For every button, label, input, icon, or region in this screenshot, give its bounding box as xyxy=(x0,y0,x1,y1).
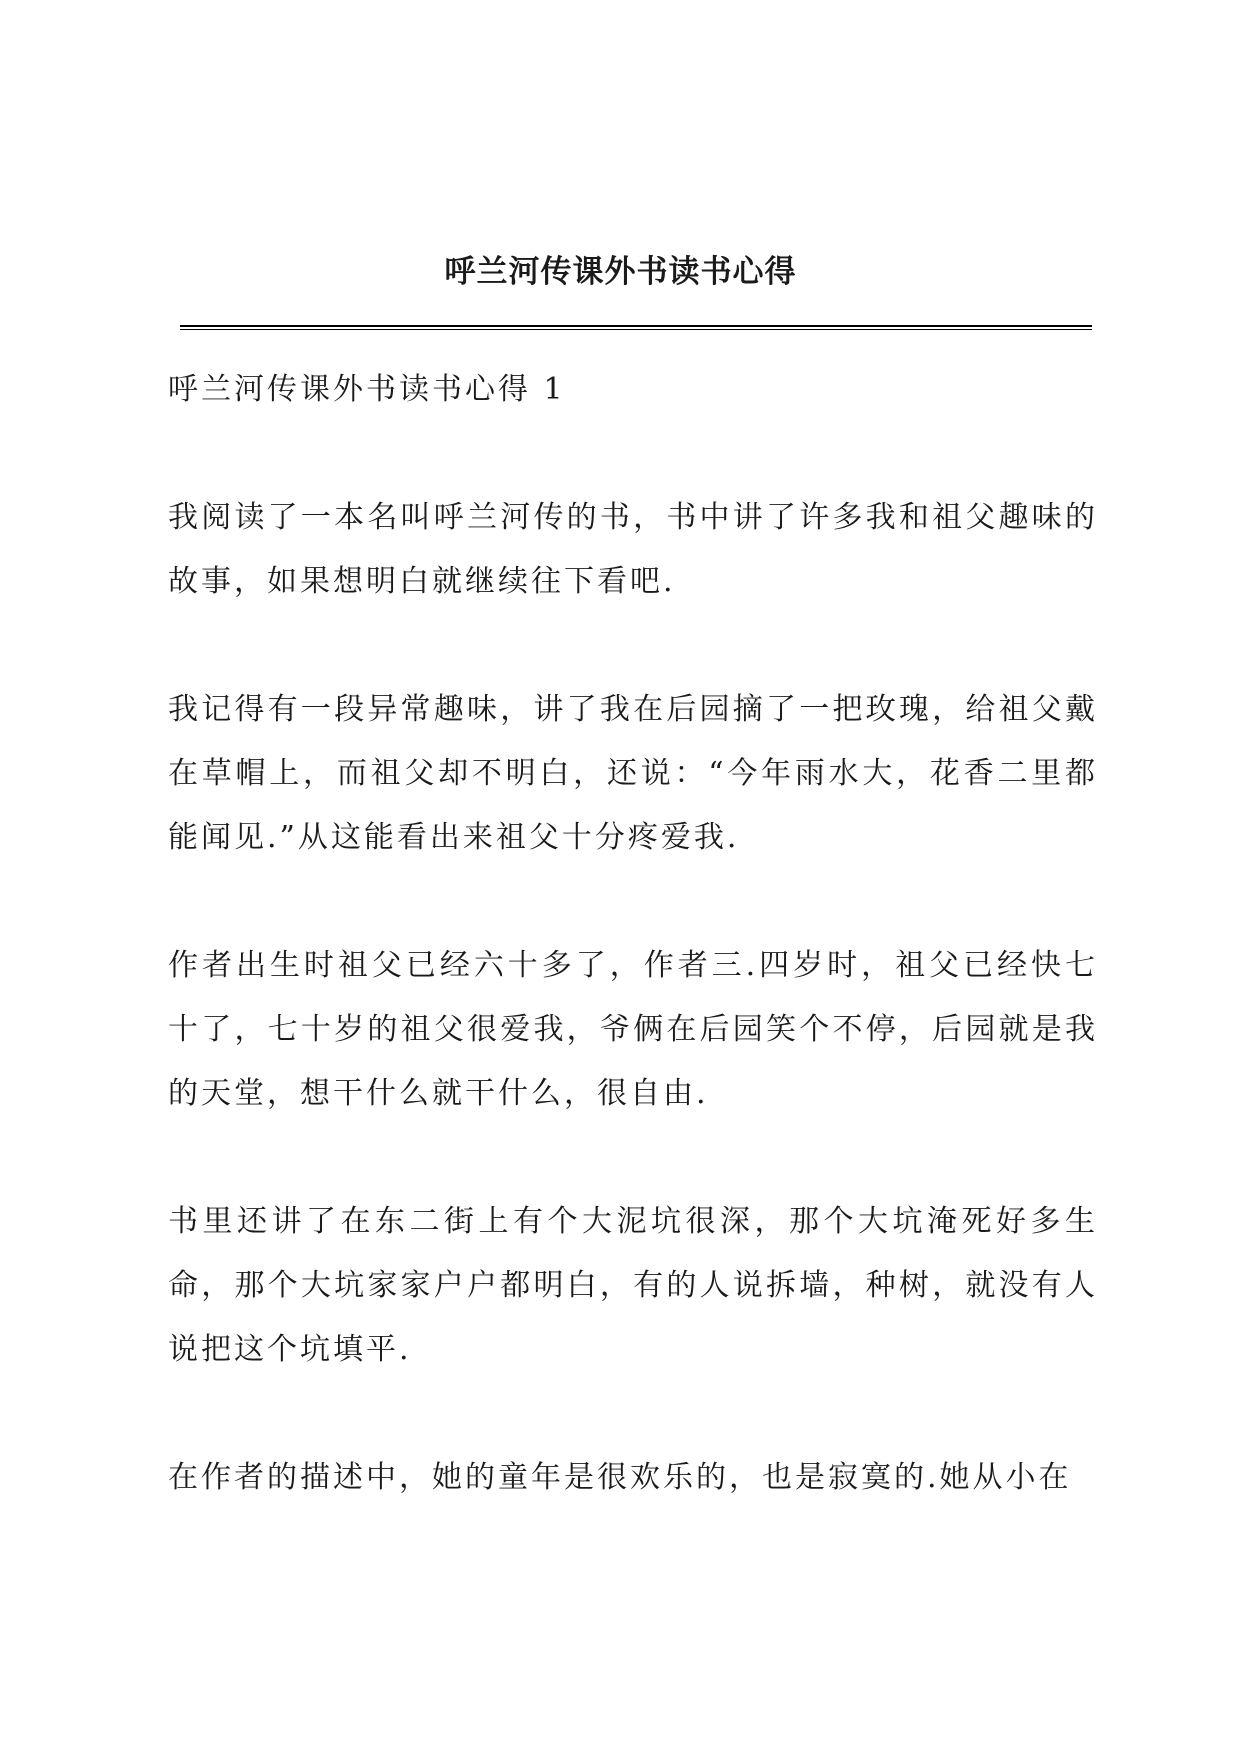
paragraph-3: 作者出生时祖父已经六十多了，作者三.四岁时，祖父已经快七十了，七十岁的祖父很爱我，爷俩在后园笑个不停，后园就是我的天堂，想干什么就干什么，很自由. xyxy=(168,948,1098,1111)
document-title: 呼兰河传课外书读书心得 xyxy=(444,254,797,290)
paragraph-4: 书里还讲了在东二街上有个大泥坑很深，那个大坑淹死好多生命，那个大坑家家户户都明白，有的人说拆墙，种树，就没有人说把这个坑填平. xyxy=(168,1204,1098,1367)
title-divider xyxy=(180,325,1092,330)
section-heading: 呼兰河传课外书读书心得 1 xyxy=(168,372,566,407)
paragraph-1: 我阅读了一本名叫呼兰河传的书，书中讲了许多我和祖父趣味的故事，如果想明白就继续往下看吧. xyxy=(168,500,1098,599)
document-body xyxy=(168,358,1098,1574)
paragraph-5: 在作者的描述中，她的童年是很欢乐的，也是寂寞的.她从小在 xyxy=(168,1460,1072,1495)
paragraph-2: 我记得有一段异常趣味，讲了我在后园摘了一把玫瑰，给祖父戴在草帽上，而祖父却不明白，还说：“今年雨水大，花香二里都能闻见.”从这能看出来祖父十分疼爱我. xyxy=(168,692,1098,855)
